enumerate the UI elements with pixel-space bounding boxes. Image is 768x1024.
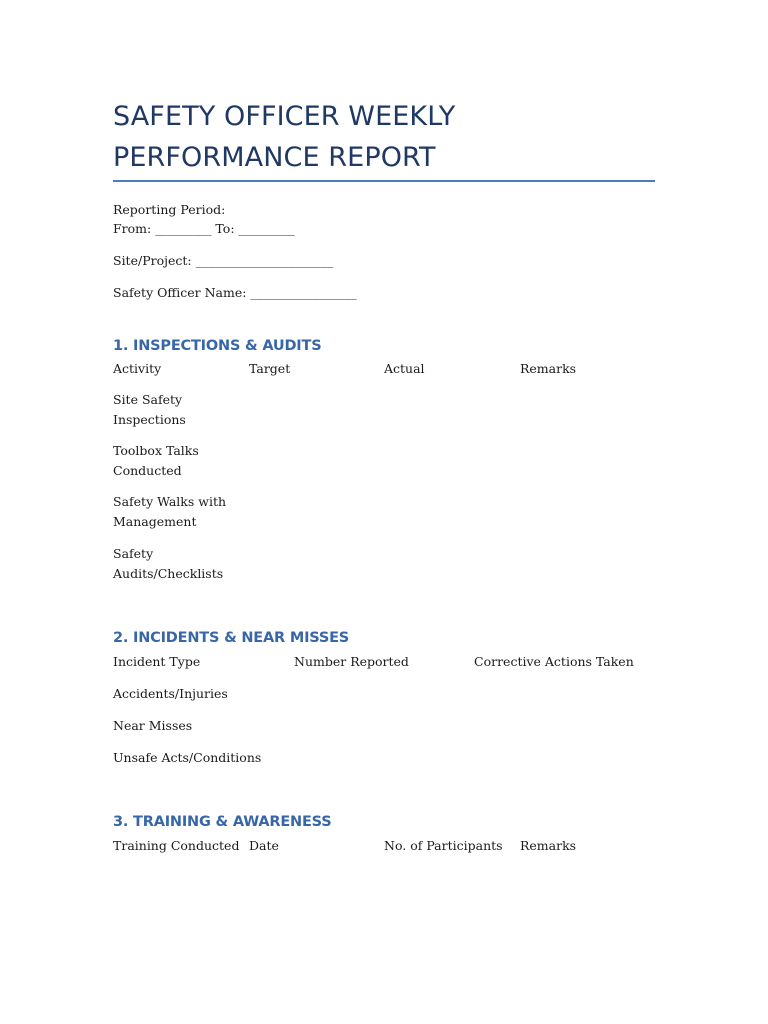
section-heading-inspections: 1. INSPECTIONS & AUDITS: [113, 338, 322, 354]
training-column-header: Remarks: [520, 838, 577, 853]
training-column-header: Training Conducted: [113, 838, 240, 853]
title-underline: [113, 180, 655, 182]
table-row: Near Misses: [113, 718, 193, 733]
report-title-line-1: SAFETY OFFICER WEEKLY: [113, 101, 456, 132]
inspections-column-header: Target: [249, 361, 291, 376]
table-row: Safety Audits/Checklists: [113, 546, 224, 581]
section-heading-incidents: 2. INCIDENTS & NEAR MISSES: [113, 630, 350, 646]
report-title: [113, 96, 655, 178]
incidents-column-header: Incident Type: [113, 654, 201, 669]
table-row: Unsafe Acts/Conditions: [113, 750, 262, 765]
training-column-header: Date: [249, 838, 279, 853]
incidents-column-header: Number Reported: [294, 654, 409, 669]
table-row: Safety Walks with Management: [113, 494, 227, 529]
from-to-field: From: _________ To: _________: [113, 221, 295, 236]
incidents-column-header: Corrective Actions Taken: [474, 654, 634, 669]
table-row: Site Safety Inspections: [113, 392, 186, 427]
inspections-column-header: Remarks: [520, 361, 577, 376]
section-heading-training: 3. TRAINING & AWARENESS: [113, 814, 332, 830]
document-page: [113, 0, 655, 1024]
table-row: Toolbox Talks Conducted: [113, 443, 199, 478]
inspections-column-header: Activity: [113, 361, 162, 376]
training-column-header: No. of Participants: [384, 838, 503, 853]
reporting-period-label: Reporting Period:: [113, 202, 226, 217]
report-title-line-2: PERFORMANCE REPORT: [113, 142, 436, 173]
site-project-field: Site/Project: ______________________: [113, 253, 334, 268]
inspections-column-header: Actual: [384, 361, 425, 376]
table-row: Accidents/Injuries: [113, 686, 228, 701]
safety-officer-name-field: Safety Officer Name: _________________: [113, 285, 357, 300]
